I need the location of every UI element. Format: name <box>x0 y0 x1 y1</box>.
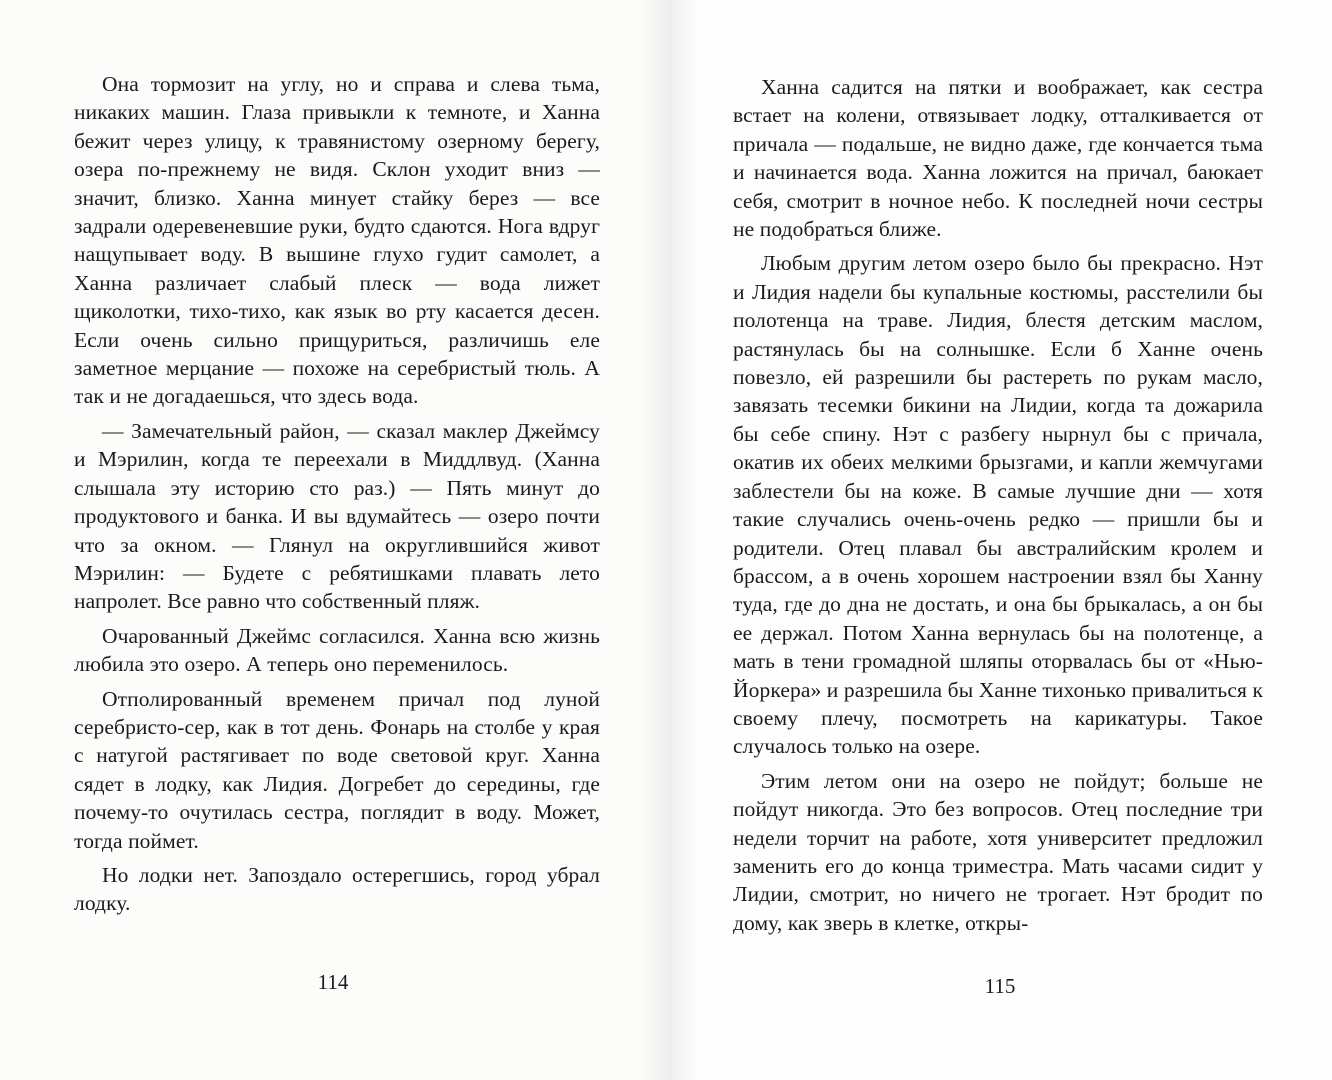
right-page <box>666 0 1332 1080</box>
paragraph: Но лодки нет. Запоздало остерегшись, город убрал лодку. <box>74 862 600 916</box>
book-gutter <box>640 0 700 1080</box>
paragraph: Она тормозит на углу, но и справа и слева тьма, никаких машин. Глаза привыкли к темноте, и Ханна бежит через улицу, к травянистому озерному берегу, озера по-прежнему не видя. Склон уходит вниз — значит, близко. Ханна минует стайку берез — все задрали одеревеневшие руки, будто сдаются. Нога вдруг нащупывает воду. В вышине глухо гудит самолет, а Ханна различает слабый плеск — вода лижет щиколотки, тихо-тихо, как язык во рту касается десен. Если очень сильно прищуриться, различишь еле заметное мерцание — похоже на серебристый тюль. А так и не догадаешься, что здесь вода. <box>74 72 600 409</box>
paragraph: Этим летом они на озеро не пойдут; больше не пойдут никогда. Это без вопросов. Отец последние три недели торчит на работе, хотя университет предложил заменить его до конца триместра. Мать часами сидит у Лидии, смотрит, но ничего не трогает. Нэт бродит по дому, как зверь в клетке, откры- <box>733 768 1263 935</box>
paragraph: Очарованный Джеймс согласился. Ханна всю жизнь любила это озеро. А теперь оно переменилось. <box>74 623 600 677</box>
page-number: 115 <box>984 974 1016 998</box>
paragraph: Любым другим летом озеро было бы прекрасно. Нэт и Лидия надели бы купальные костюмы, расстелили бы полотенца на траве. Лидия, блестя детским маслом, растянулась бы на солнышке. Если б Ханне очень повезло, ей разрешили бы растереть по рукам масло, завязать тесемки бикини на Лидии, когда та дожарила бы себе спину. Нэт с разбегу нырнул бы с причала, окатив их обеих мелкими брызгами, и капли жемчугами заблестели бы на коже. В самые лучшие дни — хотя такие случались очень-очень редко — пришли бы и родители. Отец плавал бы австралийским кролем и брассом, а в очень хорошем настроении взял бы Ханну туда, где до дна не достать, и она бы брыкалась, а он бы ее держал. Потом Ханна вернулась бы на полотенце, а мать в тени громадной шляпы оторвалась бы от «Нью-Йоркера» и разрешила бы Ханне тихонько привалиться к своему плечу, посмотреть на карикатуры. Такое случалось только на озере. <box>733 251 1263 759</box>
right-page-text <box>733 73 1263 943</box>
paragraph: Отполированный временем причал под луной серебристо-сер, как в тот день. Фонарь на столбе у края с натугой растягивает по воде световой круг. Ханна сядет в лодку, как Лидия. Догребет до середины, где почему-то очутилась сестра, поглядит в воду. Может, тогда поймет. <box>74 686 600 853</box>
page-number: 114 <box>317 970 349 994</box>
left-page-text <box>74 70 600 924</box>
paragraph: Ханна садится на пятки и воображает, как сестра встает на колени, отвязывает лодку, отталкивается от причала — подальше, не видно даже, где кончается тьма и начинается вода. Ханна ложится на причал, баюкает себя, смотрит в ночное небо. К последней ночи сестры не подобраться ближе. <box>733 75 1263 242</box>
paragraph: — Замечательный район, — сказал маклер Джеймсу и Мэрилин, когда те переехали в Миддлвуд. (Ханна слышала эту историю сто раз.) — Пять минут до продуктового и банка. И вы вдумайтесь — озеро почти что за окном. — Глянул на округлившийся живот Мэрилин: — Будете с ребятишками плавать лето напролет. Все равно что собственный пляж. <box>74 418 600 614</box>
